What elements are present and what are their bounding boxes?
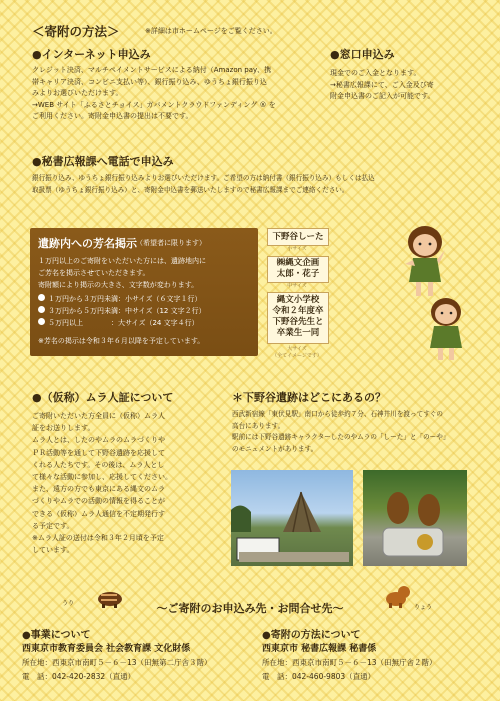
contact-left-heading: ●事業について — [22, 630, 91, 641]
contact-left-org: 西東京市教育委員会 社会教育課 文化財係 — [22, 644, 191, 654]
dog-label: りょう — [414, 604, 433, 611]
plaque-line-2: ご芳名を掲示させていただきます。 — [38, 269, 150, 277]
internet-body: クレジット決済、マルチペイメントサービスによる納付（Amazon pay、携 帯キャリア決済、コンビニ支払い等）、銀行振り込み、ゆうちょ銀行振り込 みよりお選びいただけます。 →WEB サイト「ふるさとチョイス」ガバメントクラウドファンディング ® を ご利用ください。寄附金申込書の提出は不要です。 — [32, 66, 276, 120]
character-illustration — [395, 220, 457, 302]
mura-body: ご寄附いただいた方全員に（仮称）ムラ人 証をお送りします。 ムラ人とは、したのやムラのムラづくりや ＰＲ活動等を通して下野谷遺跡を応援して くれる人たちです。その後は、ムラ人とし て様々な活動に参加し、応援してください。 また、遠方の方でも東京にある縄文のムラ づくりやムラでの活動の情報を得ることが できる（仮称）ムラ人通信を不定期発行す る予定です。 ※ムラ人証の送付は令和３年２月頃を予定 しています。 — [32, 412, 172, 555]
plaque-footnote: ※芳名の掲示は令和３年６月以降を予定しています。 — [38, 337, 205, 345]
plaque-tier: ３万円から５万円未満：中サイズ（12 文字２行） — [38, 306, 206, 316]
sample-label-large: 大サイズ — [287, 346, 307, 352]
plaque-info-box — [30, 228, 258, 356]
contact-right-org: 西東京市 秘書広報課 秘書係 — [262, 644, 377, 654]
contact-right-heading: ●寄附の方法について — [262, 630, 361, 641]
plaque-tier: ５万円以上 ：大サイズ（24 文字４行） — [38, 318, 199, 328]
section-title-donation-method: ＜寄附の方法＞ — [32, 24, 120, 39]
access-body: 西武新宿線「東伏見駅」南口から徒歩約７分、石神井川を渡ってすぐの 高台にあります。 駅前には下野谷遺跡キャラクターしたのやムラの「しーた」と「のーや」 のモニュメントがあります。 — [232, 410, 450, 453]
detail-note: ※詳細は市ホームページをご覧ください。 — [145, 27, 277, 35]
plaque-title: 遺跡内への芳名掲示 — [38, 237, 137, 250]
site-photo — [231, 470, 353, 566]
plaque-title-note: （希望者に限ります） — [136, 239, 206, 247]
boar-label: うり — [62, 600, 75, 607]
access-heading: ＊下野谷遺跡はどこにあるの？ — [232, 391, 386, 404]
character-illustration — [418, 292, 476, 364]
contact-right-phone: 電 話：042-460-9803（直通） — [262, 672, 376, 681]
sample-label-mid: 中サイズ — [287, 283, 307, 289]
plaque-tier: １万円から３万円未満：小サイズ（６文字１行） — [38, 294, 201, 304]
mura-heading: ●（仮称）ムラ人証について — [32, 391, 174, 404]
window-body: 現金でのご入金となります。 →秘書広報課にて、ご入金及び寄 附金申込書のご記入が可能です。 — [330, 69, 435, 100]
internet-heading: ●インターネット申込み — [32, 48, 151, 61]
contact-right-address: 所在地：西東京市南町５－６－13（田無庁舎２階） — [262, 658, 437, 667]
phone-heading: ●秘書広報課へ電話で申込み — [32, 155, 174, 168]
plaque-line-3: 寄附額により掲示の大きさ、文字数が変わります。 — [38, 281, 199, 289]
plaque-line-1: １万円以上のご寄附をいただいた方には、遺跡地内に — [38, 257, 206, 265]
sample-plaque-large: 縄文小学校 令和２年度卒 下野谷先生と 卒業生一同 — [267, 292, 329, 344]
contact-section-title: ～ご寄附のお申込み先・お問合せ先～ — [156, 602, 344, 615]
contact-left-address: 所在地：西東京市南町５－６－13（田無第二庁舎３階） — [22, 658, 212, 667]
sample-plaque-mid: ㈱縄文企画 太郎・花子 — [267, 256, 329, 283]
contact-left-phone: 電 話：042-420-2832（直通） — [22, 672, 136, 681]
monument-photo — [363, 470, 467, 566]
sample-label-small: 小サイズ — [287, 246, 307, 252]
sample-image-note: （全てイメージです） — [272, 353, 322, 359]
sample-plaque-small: 下野谷しーた — [267, 228, 329, 246]
window-heading: ●窓口申込み — [330, 48, 395, 61]
phone-body: 銀行振り込み、ゆうちょ銀行振り込みよりお選びいただけます。ご希望の方は納付書（銀行振り込み）もしくは払込 取扱票（ゆうちょ銀行振り込み）と、寄附金申込書を郵送いたしますので秘書広報課までご連絡ください。 — [32, 174, 375, 194]
